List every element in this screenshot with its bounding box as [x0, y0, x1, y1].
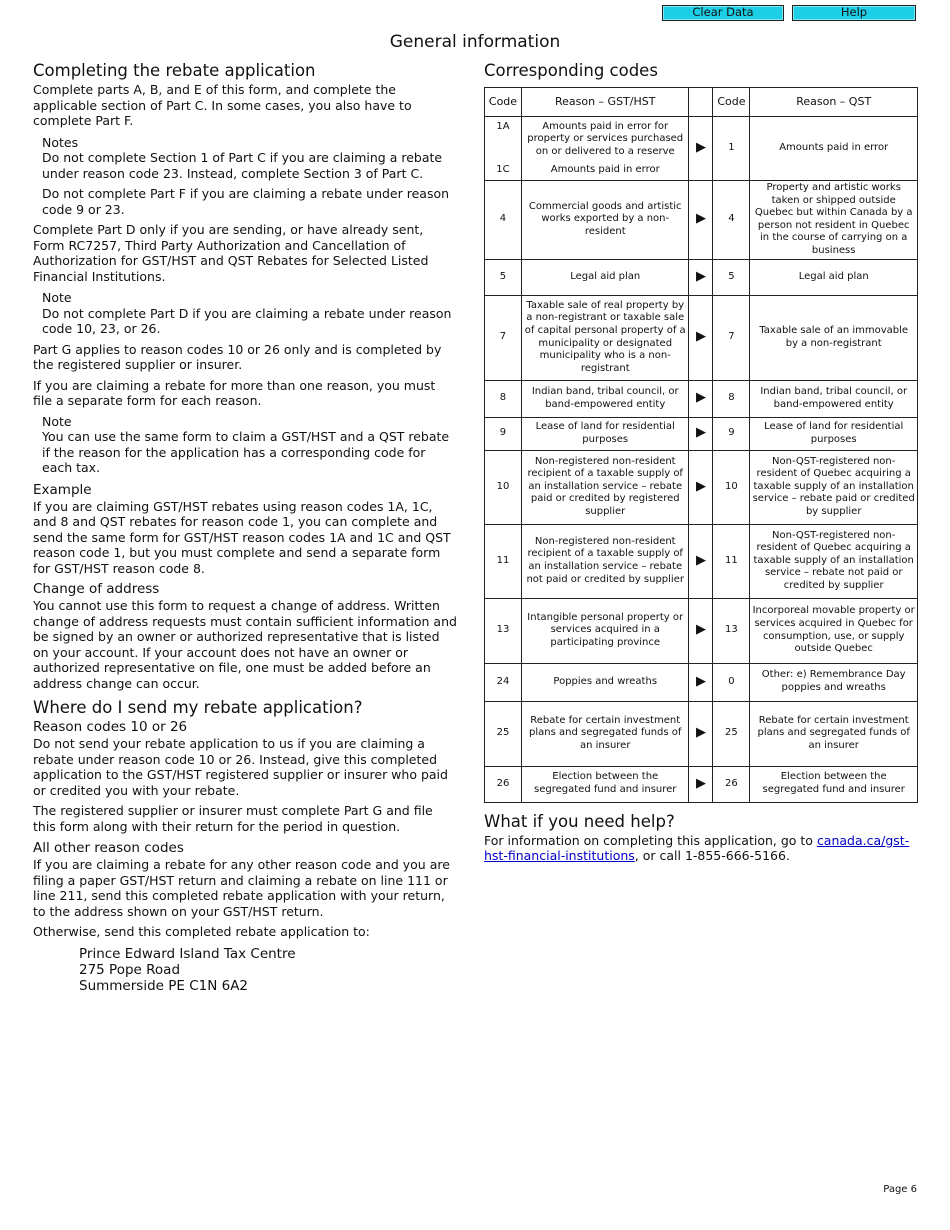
- completing-title: Completing the rebate application: [33, 61, 316, 80]
- gst-reason: Poppies and wreaths: [521, 663, 689, 701]
- help-link[interactable]: canada.ca/gst-hst-financial-institutions: [484, 832, 910, 864]
- header-arrow: [689, 88, 713, 117]
- qst-code: 7: [713, 295, 750, 380]
- arrow-icon: ▶: [689, 598, 713, 663]
- qst-reason: Property and artistic works taken or shipped outside Quebec but within Canada by a person not resident in Quebec in the course of carrying on a business: [750, 181, 918, 260]
- right-column: [484, 60, 918, 864]
- qst-code: 8: [713, 380, 750, 417]
- corresponding-codes-title: Corresponding codes: [484, 61, 658, 80]
- reason-codes-paragraph-2: The registered supplier or insurer must complete Part G and file this form along with their return for the period in question.: [33, 803, 433, 834]
- gst-reason-cell: [521, 117, 689, 181]
- gst-code: 25: [485, 701, 522, 766]
- gst-reason: Amounts paid in error for property or services purchased on or delivered to a reserve: [527, 120, 684, 157]
- qst-reason: Legal aid plan: [750, 259, 918, 295]
- gst-reason: Lease of land for residential purposes: [521, 417, 689, 450]
- change-of-address-heading: Change of address: [33, 581, 160, 597]
- gst-reason: Election between the segregated fund and insurer: [521, 766, 689, 802]
- example-paragraph: If you are claiming GST/HST rebates using reason codes 1A, 1C, and 8 and QST rebates for reason code 1, you can complete and send the same form for GST/HST reason codes 1A and 1C and QST reason code 1, but you must complete and send a separate form for GST/HST reason code 8.: [33, 498, 451, 576]
- qst-code: 26: [713, 766, 750, 802]
- arrow-icon: ▶: [689, 259, 713, 295]
- gst-code: 26: [485, 766, 522, 802]
- gst-code: 5: [485, 259, 522, 295]
- qst-code: 25: [713, 701, 750, 766]
- header-reason-gst: Reason – GST/HST: [521, 88, 689, 117]
- note-block-3: [42, 414, 458, 476]
- arrow-icon: ▶: [689, 663, 713, 701]
- gst-reason: Amounts paid in error: [550, 163, 660, 175]
- where-to-send-title: Where do I send my rebate application?: [33, 698, 363, 717]
- arrow-icon: ▶: [689, 701, 713, 766]
- qst-reason: Rebate for certain investment plans and segregated funds of an insurer: [750, 701, 918, 766]
- gst-reason: Legal aid plan: [521, 259, 689, 295]
- gst-reason: Rebate for certain investment plans and segregated funds of an insurer: [521, 701, 689, 766]
- address-line-2: 275 Pope Road: [79, 961, 181, 978]
- qst-reason: Lease of land for residential purposes: [750, 417, 918, 450]
- change-of-address-paragraph: You cannot use this form to request a change of address. Written change of address requests must contain sufficient information and be signed by an owner or authorized representative that is listed on your account. If your account does not have an owner or authorized representative on file, one must be added before an address change can occur.: [33, 598, 457, 691]
- table-row: [485, 701, 918, 766]
- completing-paragraph: Complete parts A, B, and E of this form, and complete the applicable section of Part C. In some cases, you also have to complete Part F.: [33, 82, 412, 128]
- header-code-gst: Code: [485, 88, 522, 117]
- notes-paragraph-1: Do not complete Section 1 of Part C if you are claiming a rebate under reason code 23. Instead, complete Section 3 of Part C.: [42, 150, 443, 181]
- part-g-paragraph: Part G applies to reason codes 10 or 26 only and is completed by the registered supplier or insurer.: [33, 341, 442, 372]
- table-row: [485, 417, 918, 450]
- table-row: [485, 181, 918, 260]
- note-heading-3: Note: [42, 413, 72, 429]
- note-heading-2: Note: [42, 290, 72, 305]
- note-paragraph-3: You can use the same form to claim a GST/HST and a QST rebate if the reason for the application has a corresponding code for each tax.: [42, 429, 450, 475]
- qst-reason: Amounts paid in error: [750, 117, 918, 181]
- table-row: [485, 380, 918, 417]
- arrow-icon: ▶: [689, 295, 713, 380]
- note-block-2: [42, 290, 458, 337]
- multiple-reasons-paragraph: If you are claiming a rebate for more than one reason, you must file a separate form for each reason.: [33, 377, 436, 408]
- page-number: Page 6: [883, 1184, 917, 1195]
- help-text-after: , or call 1-855-666-5166.: [634, 848, 790, 864]
- gst-code: 24: [485, 663, 522, 701]
- table-row: [485, 663, 918, 701]
- qst-code: 11: [713, 524, 750, 598]
- help-title: What if you need help?: [484, 811, 675, 831]
- gst-code: 7: [485, 295, 522, 380]
- notes-heading: Notes: [42, 134, 79, 150]
- gst-reason: Commercial goods and artistic works exported by a non-resident: [521, 181, 689, 260]
- gst-reason: Indian band, tribal council, or band-empowered entity: [521, 380, 689, 417]
- gst-reason: Non-registered non-resident recipient of a taxable supply of an installation service – rebate not paid or credited by supplier: [521, 524, 689, 598]
- arrow-icon: ▶: [689, 524, 713, 598]
- example-heading: Example: [33, 481, 92, 498]
- gst-code: 10: [485, 450, 522, 524]
- arrow-icon: ▶: [689, 181, 713, 260]
- gst-reason: Non-registered non-resident recipient of a taxable supply of an installation service – rebate paid or credited by registered supplier: [521, 450, 689, 524]
- table-row: [485, 259, 918, 295]
- clear-data-button[interactable]: Clear Data: [662, 5, 784, 21]
- gst-reason: Taxable sale of real property by a non-registrant or taxable sale of capital personal property of a municipality or designated municipality who is a non-registrant: [521, 295, 689, 380]
- reason-codes-heading: Reason codes 10 or 26: [33, 719, 188, 735]
- qst-code: 4: [713, 181, 750, 260]
- other-codes-paragraph-2: Otherwise, send this completed rebate application to:: [33, 924, 370, 939]
- arrow-icon: ▶: [689, 380, 713, 417]
- arrow-icon: ▶: [689, 766, 713, 802]
- mailing-address: [79, 946, 458, 994]
- arrow-icon: ▶: [689, 450, 713, 524]
- table-row: [485, 598, 918, 663]
- notes-paragraph-2: Do not complete Part F if you are claiming a rebate under reason code 9 or 23.: [42, 186, 450, 217]
- gst-code: 9: [485, 417, 522, 450]
- gst-code: 11: [485, 524, 522, 598]
- arrow-icon: ▶: [689, 117, 713, 181]
- qst-code: 5: [713, 259, 750, 295]
- table-row: [485, 524, 918, 598]
- header-code-qst: Code: [713, 88, 750, 117]
- help-text-before: For information on completing this application, go to: [484, 832, 817, 848]
- address-line-3: Summerside PE C1N 6A2: [79, 977, 249, 994]
- gst-code: 8: [485, 380, 522, 417]
- qst-code: 10: [713, 450, 750, 524]
- table-row: [485, 766, 918, 802]
- page-title: General information: [389, 32, 561, 52]
- gst-code: 1C: [496, 163, 510, 175]
- qst-reason: Indian band, tribal council, or band-empowered entity: [750, 380, 918, 417]
- reason-codes-paragraph-1: Do not send your rebate application to us if you are claiming a rebate under reason code 10 or 26. Instead, give this completed application to the GST/HST registered supplier or insurer who paid or credited you with your rebate.: [33, 736, 448, 798]
- header-reason-qst: Reason – QST: [750, 88, 918, 117]
- table-row: [485, 295, 918, 380]
- qst-reason: Taxable sale of an immovable by a non-registrant: [750, 295, 918, 380]
- qst-reason: Non-QST-registered non-resident of Quebec acquiring a taxable supply of an installation service – rebate not paid or credited by supplier: [750, 524, 918, 598]
- gst-reason: Intangible personal property or services acquired in a participating province: [521, 598, 689, 663]
- left-column: [33, 60, 458, 994]
- table-row: [485, 117, 918, 181]
- codes-table: [484, 87, 918, 803]
- help-paragraph: [484, 833, 918, 864]
- qst-code: 1: [713, 117, 750, 181]
- help-button[interactable]: Help: [792, 5, 916, 21]
- other-codes-heading: All other reason codes: [33, 840, 184, 856]
- note-paragraph-2: Do not complete Part D if you are claiming a rebate under reason code 10, 23, or 26.: [42, 305, 452, 336]
- gst-code-cell: [485, 117, 522, 181]
- other-codes-paragraph-1: If you are claiming a rebate for any other reason code and you are filing a paper GST/HST return and claiming a rebate on line 111 or line 211, send this completed rebate application with your return, to the address shown on your GST/HST return.: [33, 857, 450, 919]
- qst-code: 0: [713, 663, 750, 701]
- gst-code: 4: [485, 181, 522, 260]
- table-row: [485, 450, 918, 524]
- notes-block: [42, 135, 458, 218]
- codes-table-header: [485, 88, 918, 117]
- qst-code: 13: [713, 598, 750, 663]
- gst-code: 1A: [496, 120, 510, 132]
- qst-reason: Other: e) Remembrance Day poppies and wreaths: [750, 663, 918, 701]
- qst-code: 9: [713, 417, 750, 450]
- gst-code: 13: [485, 598, 522, 663]
- part-d-paragraph: Complete Part D only if you are sending, or have already sent, Form RC7257, Third Party Authorization and Cancellation of Authorization for GST/HST and QST Rebates for Selected Listed Financial Institutions.: [33, 222, 429, 284]
- address-line-1: Prince Edward Island Tax Centre: [79, 945, 296, 962]
- qst-reason: Election between the segregated fund and insurer: [750, 766, 918, 802]
- qst-reason: Incorporeal movable property or services acquired in Quebec for consumption, use, or supply outside Quebec: [750, 598, 918, 663]
- qst-reason: Non-QST-registered non-resident of Quebec acquiring a taxable supply of an installation service – rebate paid or credited by supplier: [750, 450, 918, 524]
- arrow-icon: ▶: [689, 417, 713, 450]
